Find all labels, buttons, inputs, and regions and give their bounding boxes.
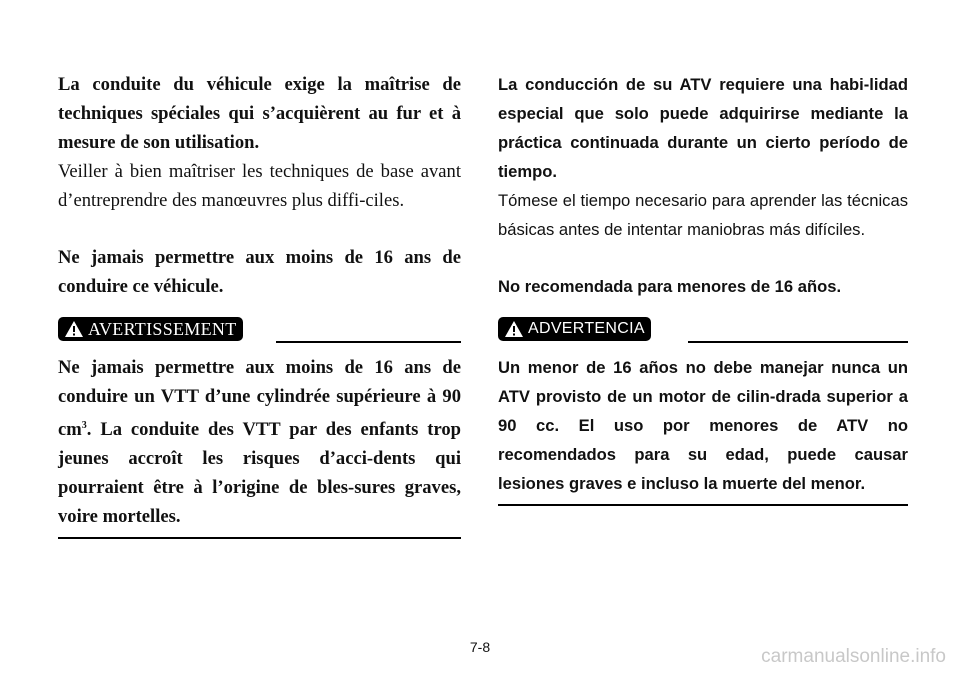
warning-triangle-icon: [64, 320, 84, 338]
spanish-warning-badge: [498, 317, 651, 341]
french-warning-end-rule: [58, 537, 461, 539]
french-warning-header: [58, 315, 461, 345]
french-warning-rule: [276, 341, 461, 343]
spanish-warning-end-rule: [498, 504, 908, 506]
french-warning-label: AVERTISSEMENT: [88, 319, 237, 339]
french-age-notice: Ne jamais permettre aux moins de 16 ans de conduire ce véhicule.: [58, 247, 461, 297]
spanish-intro-bold: La conducción de su ATV requiere una habi-lidad especial que solo puede adquirirse mediante la práctica continuada durante un cierto período de tiempo.: [498, 75, 908, 181]
spanish-warning-text: Un menor de 16 años no debe manejar nunca un ATV provisto de un motor de cilin-drada superior a 90 cc. El uso por menores de ATV no recomendados para su edad, puede causar lesiones graves e incluso la muerte del menor.: [498, 358, 908, 493]
french-intro-text: Veiller à bien maîtriser les techniques de base avant d’entreprendre des manœuvres plus diffi-ciles.: [58, 161, 461, 211]
warning-triangle-icon: [504, 320, 524, 338]
french-intro-bold: La conduite du véhicule exige la maîtrise de techniques spéciales qui s’acquièrent au fur et à mesure de son utilisation.: [58, 74, 461, 153]
french-warning-text: Ne jamais permettre aux moins de 16 ans de conduire un VTT d’une cylindrée supérieure à 90 $cm^3$. La conduite des VTT par des enfants trop jeunes accroît les risques d’acci-dents qui pourraient être à l’origine de bles-sures graves, voire mortelles.: [58, 357, 461, 528]
french-column: [58, 70, 461, 539]
watermark: carmanualsonline.info: [761, 646, 946, 667]
page-number: 7-8: [469, 639, 491, 655]
spanish-column: [498, 70, 908, 506]
spanish-age-notice: No recomendada para menores de 16 años.: [498, 277, 842, 296]
spanish-intro-text: Tómese el tiempo necesario para aprender las técnicas básicas antes de intentar maniobras más difíciles.: [498, 191, 908, 239]
spanish-warning-label: ADVERTENCIA: [528, 320, 645, 337]
spanish-warning-header: [498, 315, 908, 345]
spanish-warning-rule: [688, 341, 908, 343]
french-warning-badge: [58, 317, 243, 341]
